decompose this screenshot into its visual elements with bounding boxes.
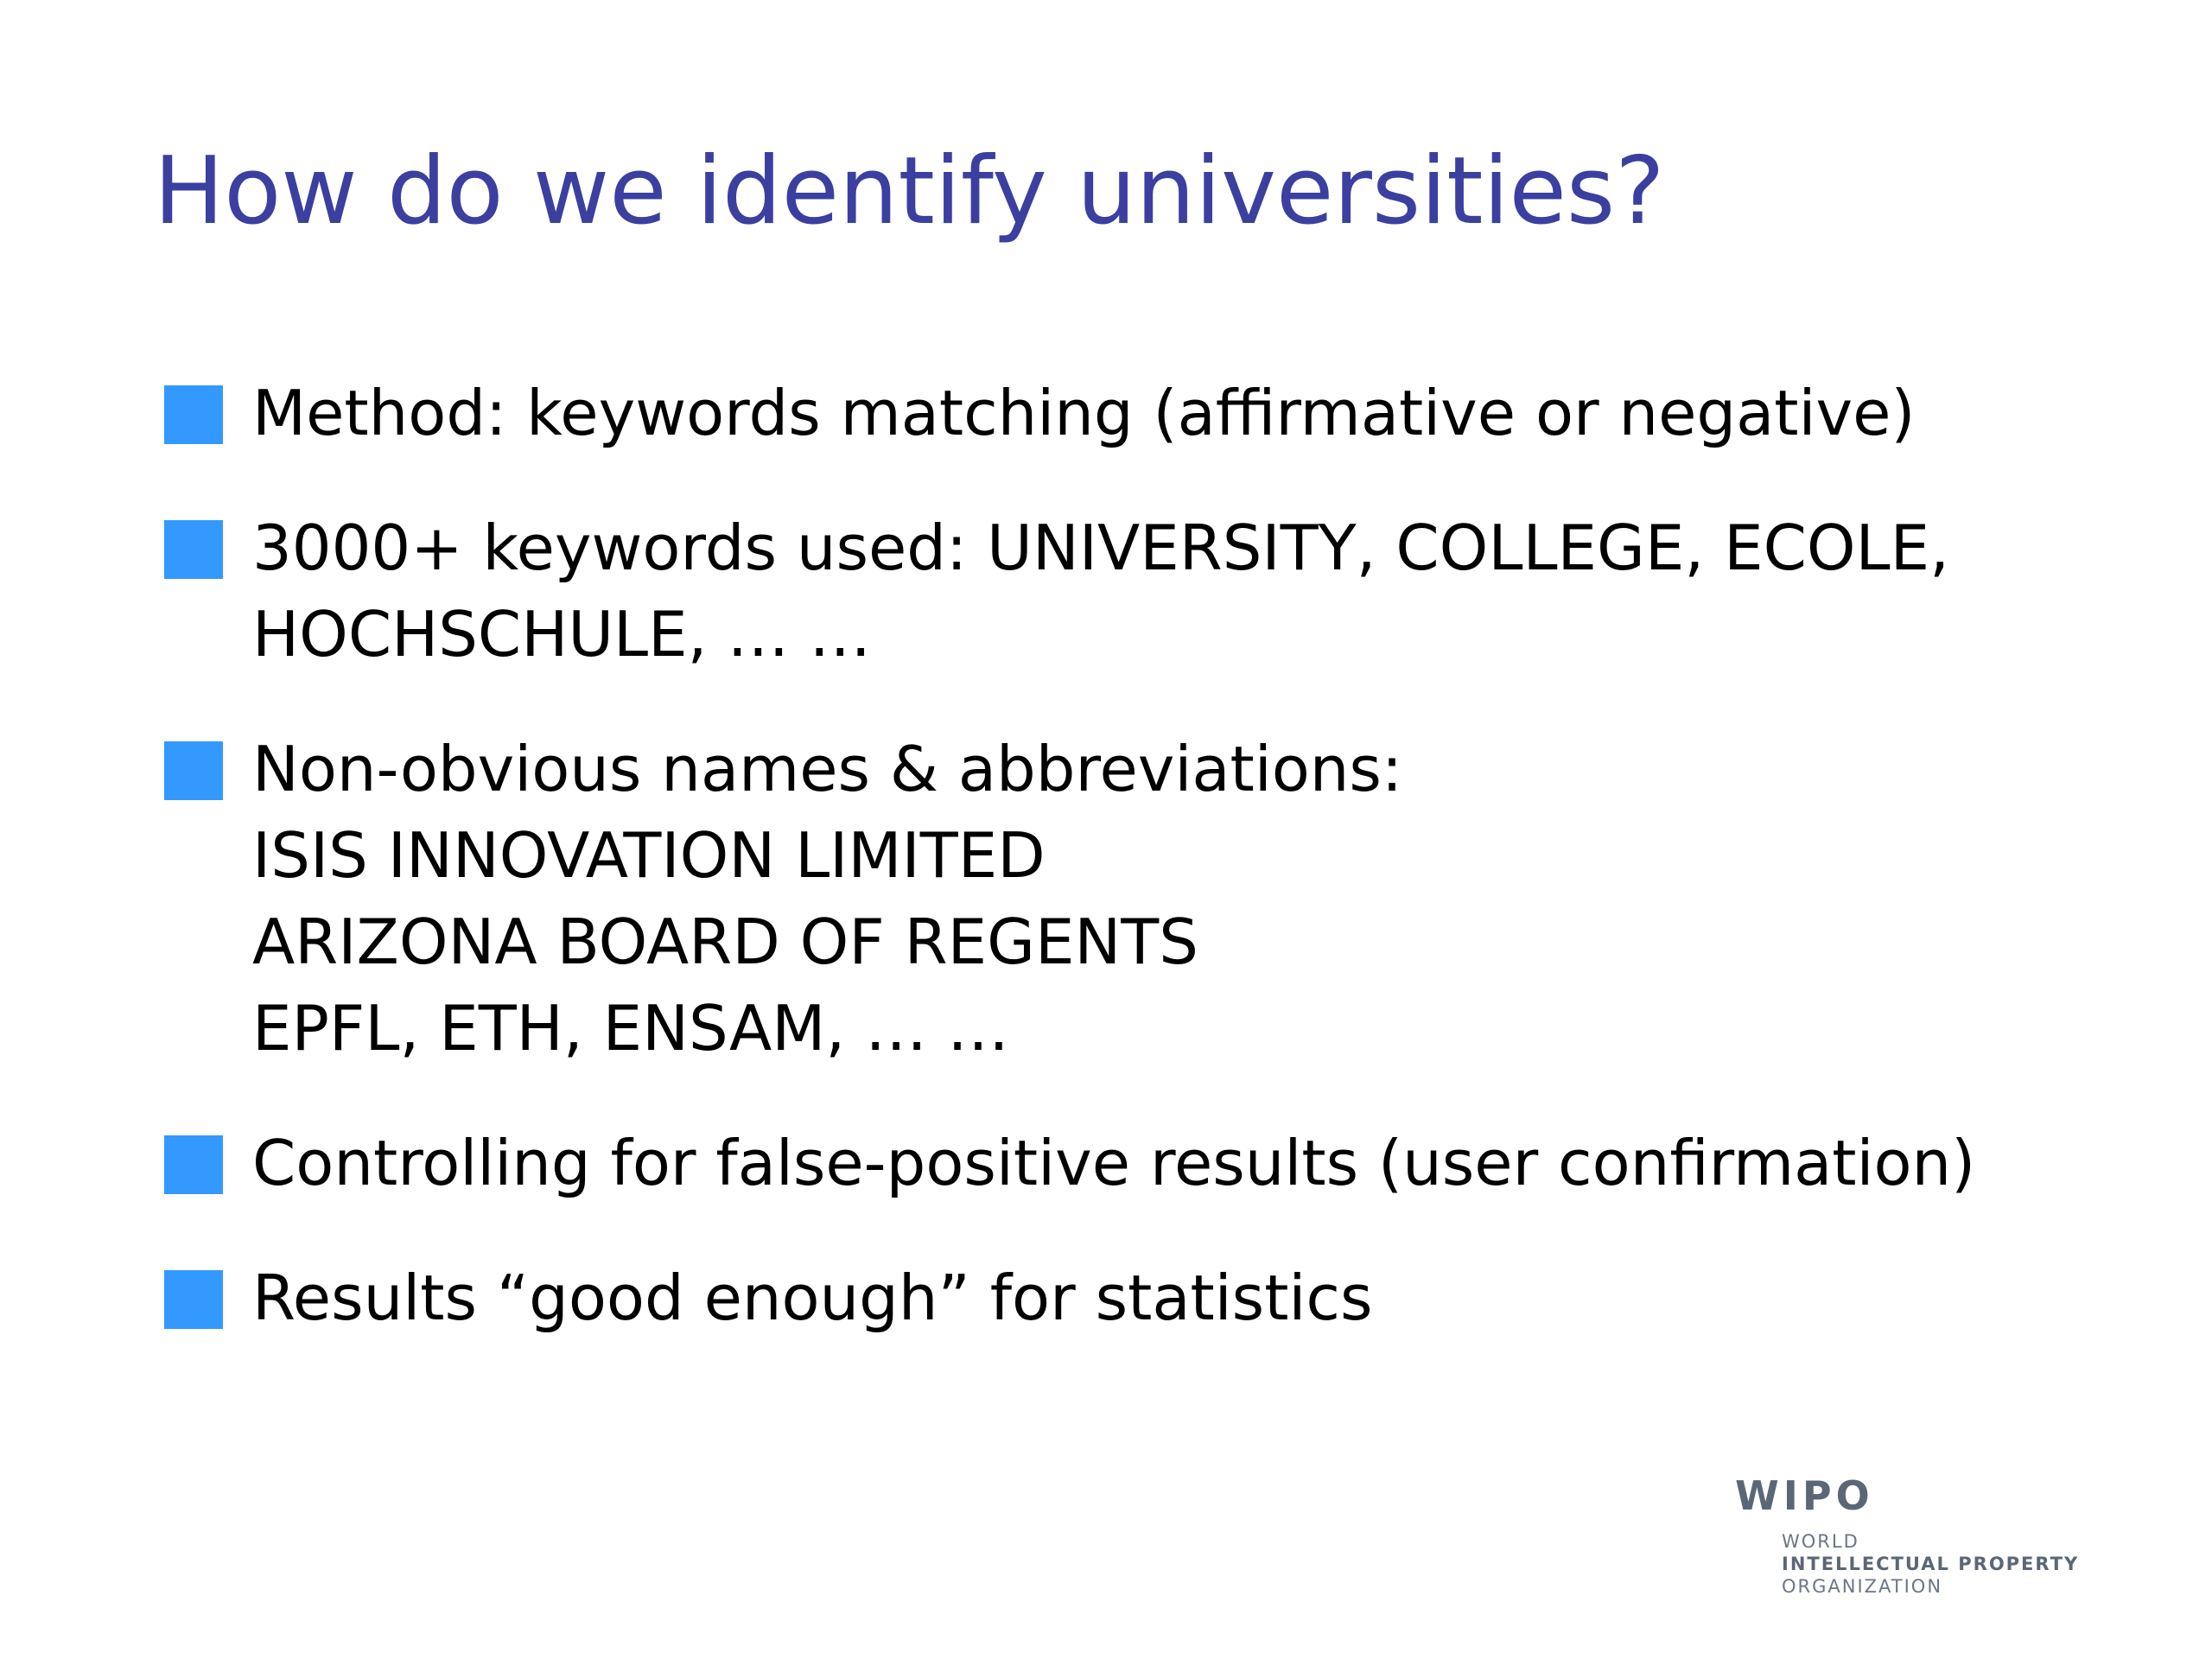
bullet-example-line: ISIS INNOVATION LIMITED [252,819,1046,892]
bullet-item-non-obvious-names [164,726,1975,1071]
bullet-square-icon [164,385,223,444]
bullet-item-false-positive [164,1120,1975,1206]
bullet-item-method [164,370,1975,456]
logo-line-organization: ORGANIZATION [1782,1576,1943,1597]
bullet-text: Non-obvious names & abbreviations: [252,733,1403,805]
bullet-square-icon [164,1270,223,1329]
bullet-square-icon [164,520,223,579]
bullet-text: 3000+ keywords used: UNIVERSITY, COLLEGE, ECOLE, [252,512,1950,584]
bullet-text: Results “good enough” for statistics [252,1262,1373,1334]
wipo-logo [1735,1472,2141,1597]
bullet-example-line: EPFL, ETH, ENSAM, … … [252,992,1010,1065]
bullet-item-keywords [164,505,1975,677]
logo-line-world: WORLD [1782,1531,1859,1552]
bullet-square-icon [164,1135,223,1194]
bullet-list [164,370,1975,1341]
bullet-text-continued: HOCHSCHULE, … … [252,598,872,671]
bullet-example-line: ARIZONA BOARD OF REGENTS [252,906,1198,978]
logo-mark: WIPO [1735,1472,1874,1519]
bullet-text: Method: keywords matching (affirmative or negative) [252,377,1916,449]
slide-title: How do we identify universities? [154,137,1665,245]
bullet-text: Controlling for false-positive results (user confirmation) [252,1127,1976,1199]
bullet-item-results [164,1255,1975,1341]
bullet-square-icon [164,741,223,800]
logo-line-intellectual-property: INTELLECTUAL PROPERTY [1782,1554,2080,1574]
